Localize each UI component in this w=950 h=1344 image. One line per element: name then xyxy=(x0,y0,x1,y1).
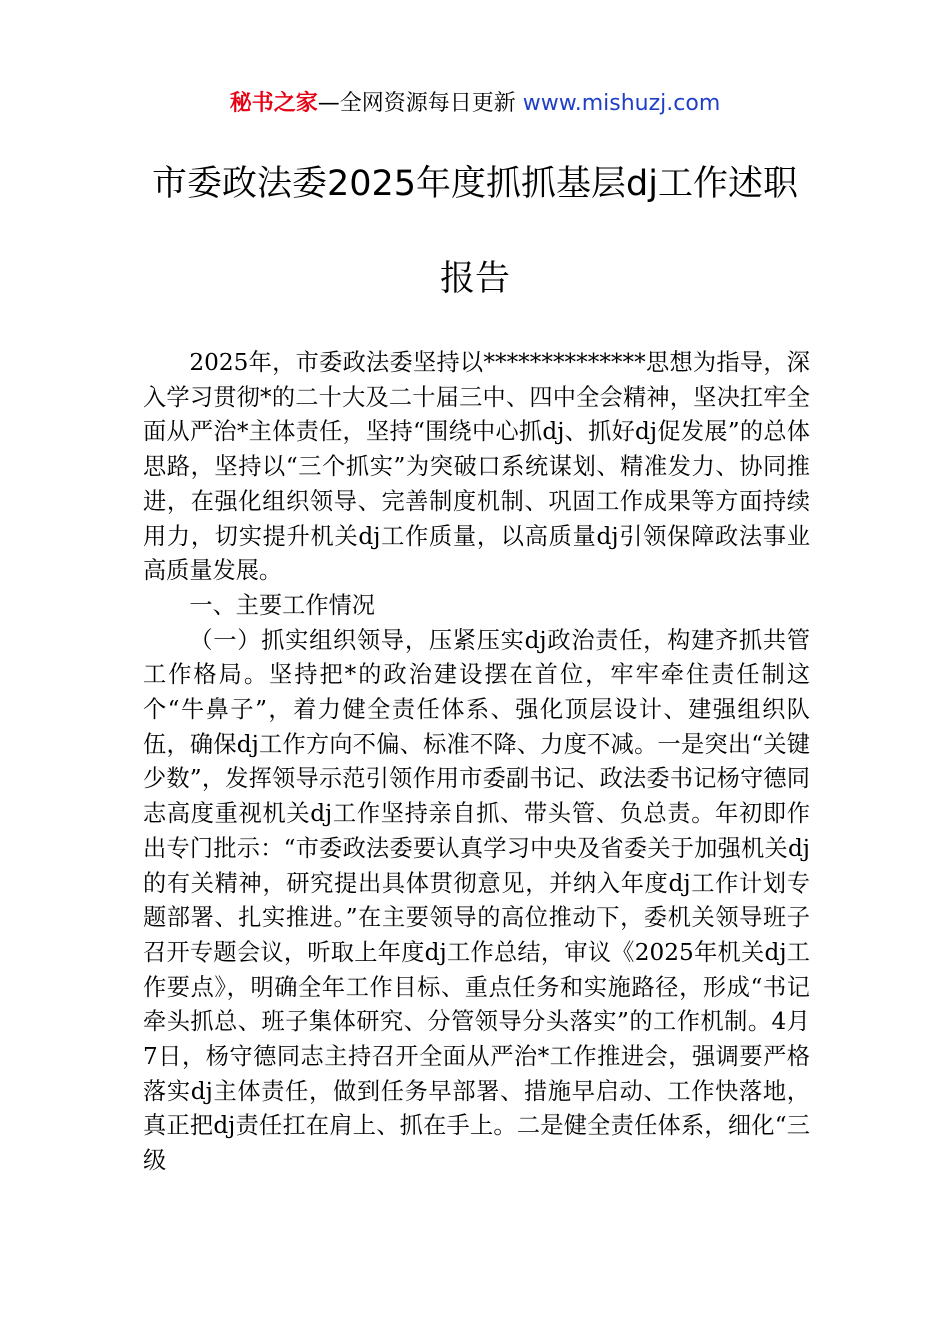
document-body xyxy=(143,346,810,1179)
site-url-link[interactable]: www.mishuzj.com xyxy=(522,91,721,116)
paragraph-section-one: （一）抓实组织领导，压紧压实dj政治责任，构建齐抓共管工作格局。坚持把*的政治建设摆在首位，牢牢牵住责任制这个“牛鼻子”，着力健全责任体系、强化顶层设计、建强组织队伍，确保dj工作方向不偏、标准不降、力度不减。一是突出“关键少数”，发挥领导示范引领作用市委副书记、政法委书记杨守德同志高度重视机关dj工作坚持亲自抓、带头管、负总责。年初即作出专门批示：“市委政法委要认真学习中央及省委关于加强机关dj的有关精神，研究提出具体贯彻意见，并纳入年度dj工作计划专题部署、扎实推进。”在主要领导的高位推动下，委机关领导班子召开专题会议，听取上年度dj工作总结，审议《2025年机关dj工作要点》，明确全年工作目标、重点任务和实施路径，形成“书记牵头抓总、班子集体研究、分管领导分头落实”的工作机制。4月7日，杨守德同志主持召开全面从严治*工作推进会，强调要严格落实dj主体责任，做到任务早部署、措施早启动、工作快落地，真正把dj责任扛在肩上、抓在手上。二是健全责任体系，细化“三级 xyxy=(143,626,810,1175)
site-brand: 秘书之家 xyxy=(229,91,318,116)
site-header xyxy=(0,88,950,120)
paragraph-intro: 2025年，市委政法委坚持以**************思想为指导，深入学习贯彻*的二十大及二十届三中、四中全会精神，坚决扛牢全面从严治*主体责任，坚持“围绕中心抓dj、抓好dj促发展”的总体思路，坚持以“三个抓实”为突破口系统谋划、精准发力、协同推进，在强化组织领导、完善制度机制、巩固工作成果等方面持续用力，切实提升机关dj工作质量，以高质量dj引领保障政法事业高质量发展。 xyxy=(143,349,810,585)
document-title-line2: 报告 xyxy=(439,259,510,299)
section-heading: 一、主要工作情况 xyxy=(189,591,375,619)
document-title-line1: 市委政法委2025年度抓抓基层dj工作述职 xyxy=(151,164,798,204)
site-tagline: —全网资源每日更新 xyxy=(317,91,523,116)
